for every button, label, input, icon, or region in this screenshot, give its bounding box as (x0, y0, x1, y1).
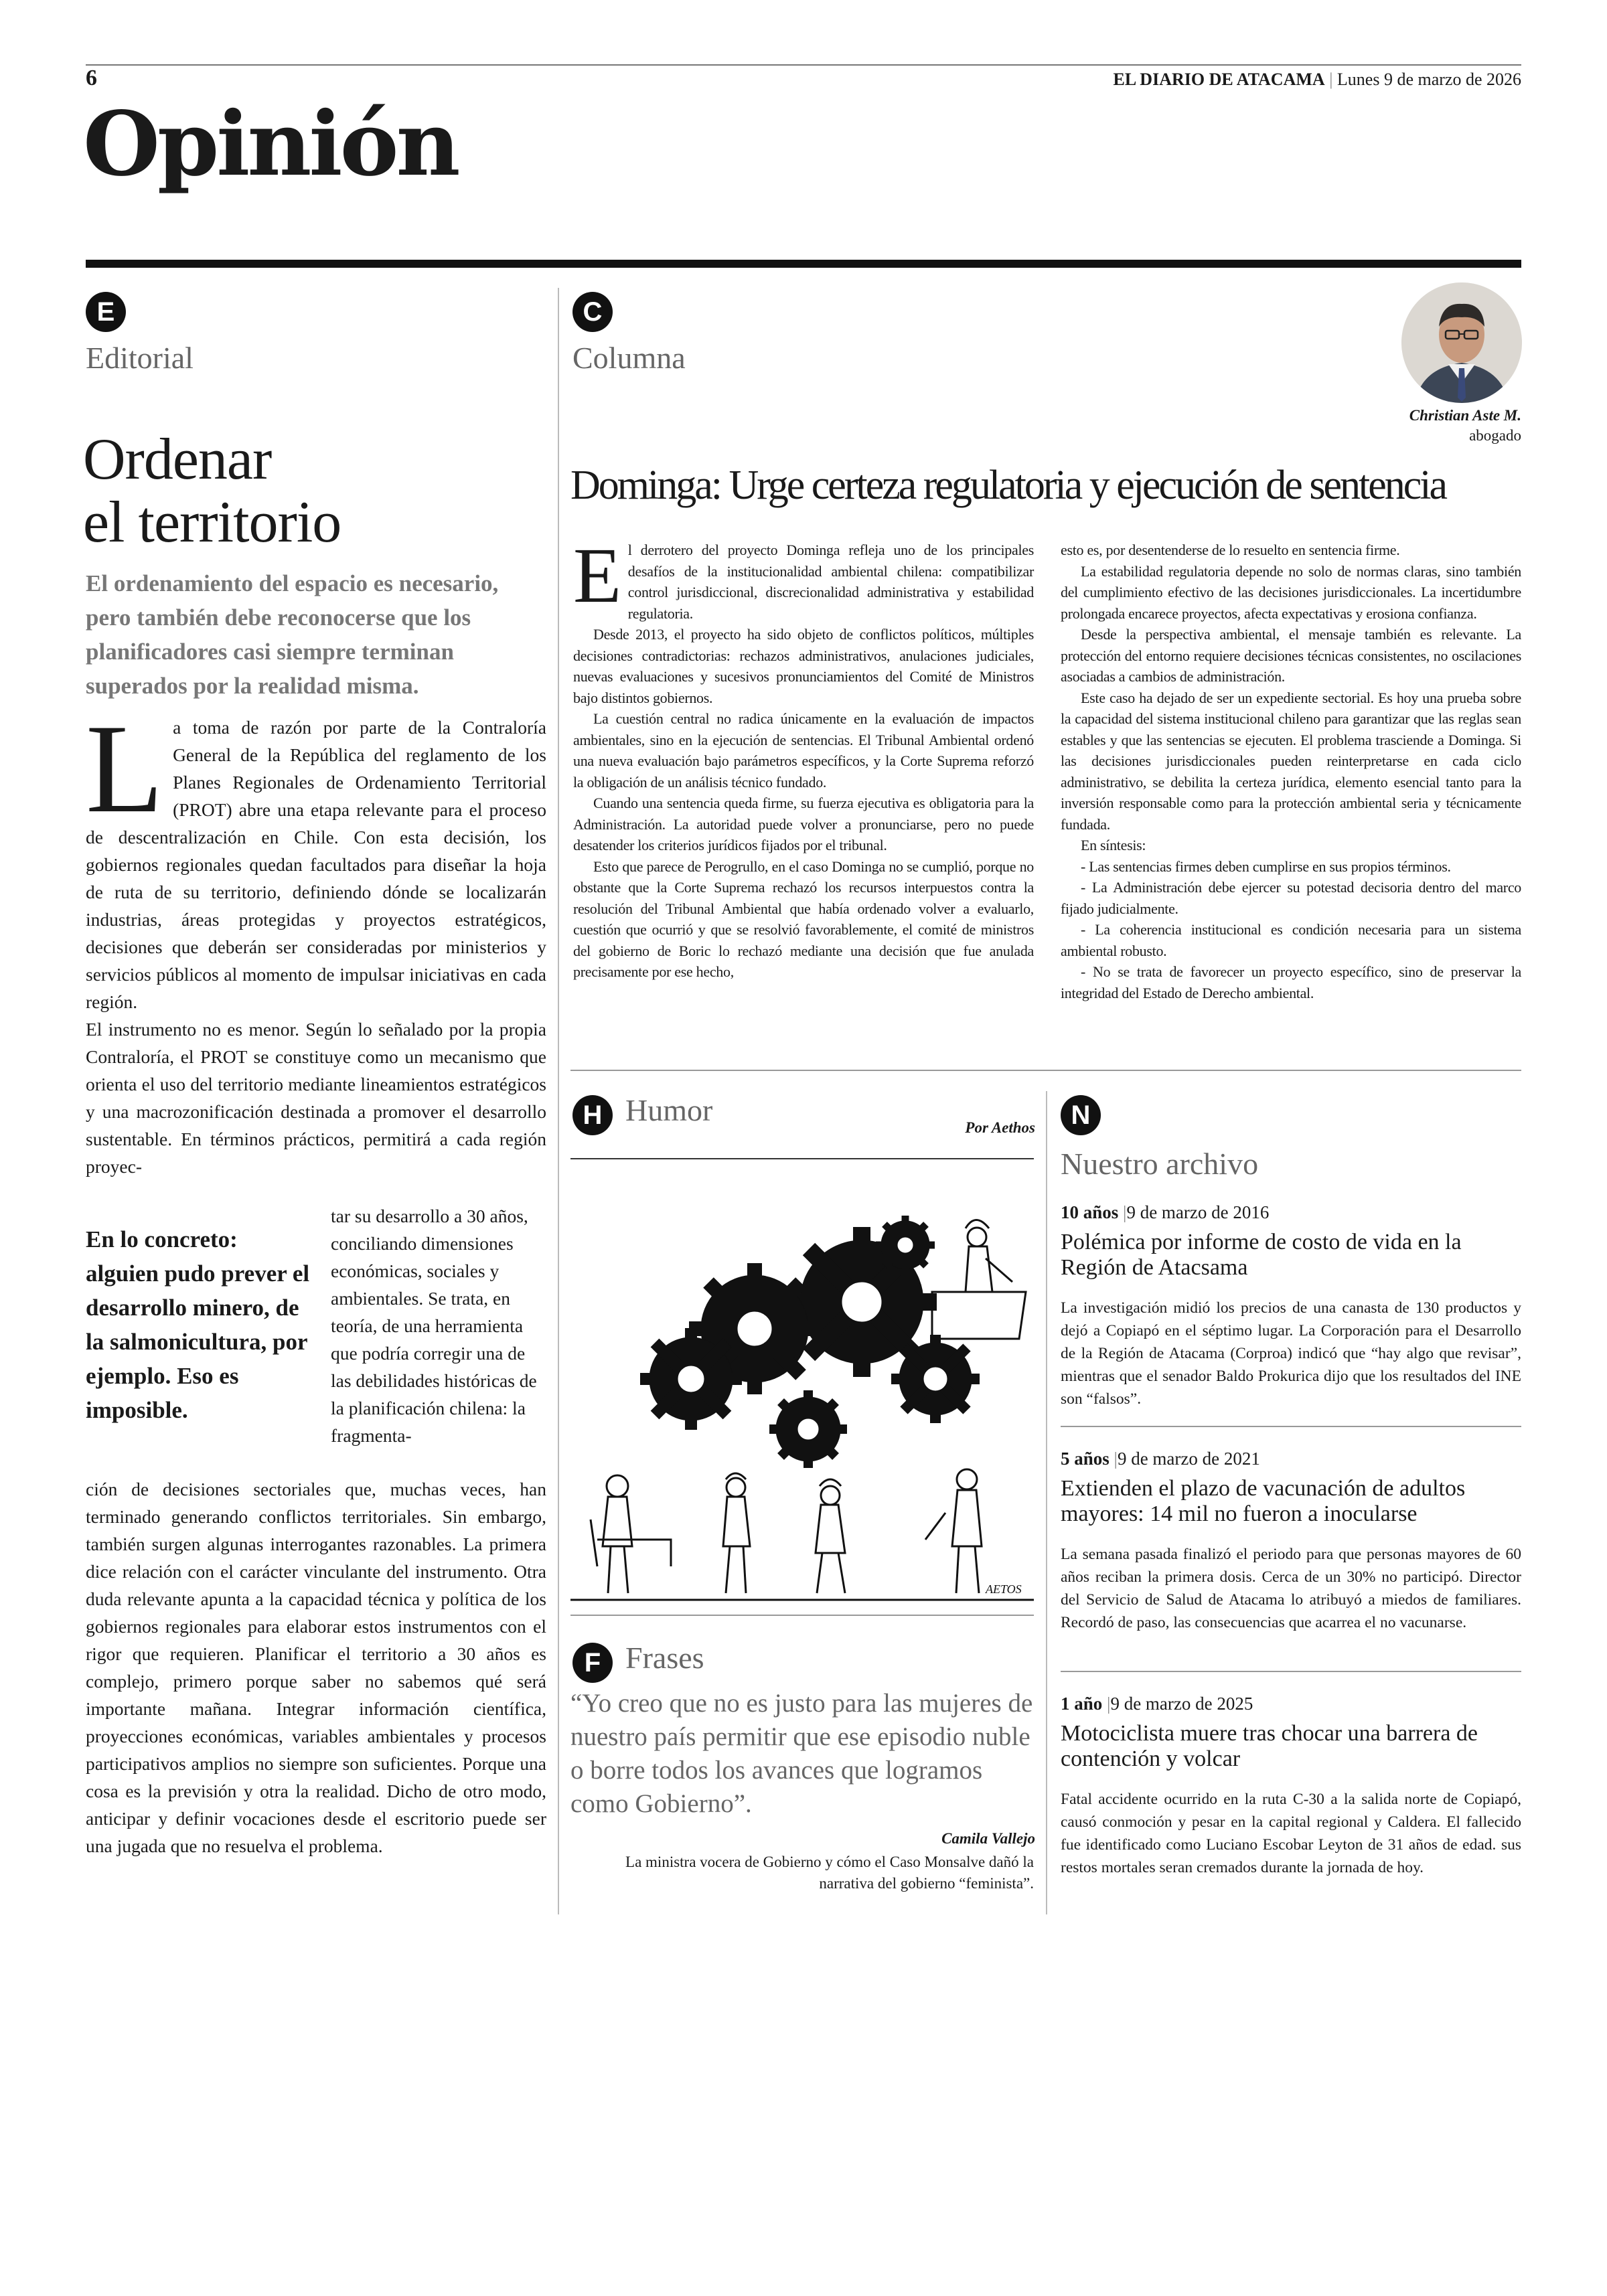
header-rule (86, 64, 1521, 66)
editorial-kicker: Editorial (86, 341, 194, 375)
archive-years: 5 años (1061, 1449, 1109, 1469)
column-divider (558, 288, 559, 1914)
archive-divider (1061, 1426, 1521, 1427)
column-paragraph: Este caso ha dejado de ser un expediente sectorial. Es hoy una prueba sobre la capacidad del sistema institucional chileno para garantizar que las reglas sean estables y que las sentencias se ejecuten. El problema trasciende a Dominga. Si las decisiones jurisdiccionales pueden reinterpretarse en cada ciclo administrativo, se debilita la certeza jurídica, elemento esencial tanto para la inversión responsable como para la protección ambiental seria y técnicamente fundada. (1061, 689, 1521, 833)
newspaper-name: EL DIARIO DE ATACAMA (1113, 70, 1325, 89)
drop-cap: E (573, 531, 621, 619)
issue-date: Lunes 9 de marzo de 2026 (1336, 70, 1521, 89)
author-name: Christian Aste M. (1409, 407, 1521, 424)
column-paragraph: En síntesis: (1081, 837, 1146, 853)
column-paragraph: - Las sentencias firmes deben cumplirse en sus propios términos. (1081, 857, 1451, 875)
column-kicker: Columna (572, 341, 686, 375)
column-bottom-rule (570, 1070, 1521, 1071)
archive-kicker: Nuestro archivo (1061, 1147, 1259, 1181)
editorial-paragraph: El instrumento no es menor. Según lo señalado por la propia Contraloría, el PROT se constituye como un mecanismo que orienta el uso del territorio mediante lineamientos estratégicos y una macrozonificación destinada a promover el desarrollo sustentable. En términos prácticos, permitirá a cada región proyec- (86, 1019, 546, 1177)
author-portrait-icon (1401, 282, 1522, 403)
archive-date: 9 de marzo de 2021 (1117, 1449, 1260, 1469)
section-rule (86, 260, 1521, 268)
frases-author: Camila Vallejo (941, 1830, 1035, 1847)
archive-badge: N (1061, 1095, 1101, 1135)
page-number: 6 (86, 66, 97, 90)
editorial-title-line: Ordenar (83, 427, 272, 492)
editorial-body-narrow: tar su desarrollo a 30 años, conciliando dimensiones económicas, sociales y ambientales. Se trata, en teoría, de una herramienta que podría corregir una de las debilidades históricas de la planificación chilena: la fragmenta- (331, 1206, 537, 1446)
author-role: abogado (1469, 427, 1521, 444)
gears-cartoon-illustration (570, 1165, 1034, 1607)
archive-divider (1061, 1671, 1521, 1672)
editorial-pullquote: En lo concreto: alguien pudo prever el desarrollo minero, de la salmonicultura, por ejemplo. Eso es imposible. (86, 1226, 310, 1423)
column-text-left (573, 531, 1034, 983)
editorial-badge: E (86, 292, 126, 332)
humor-bottom-rule (570, 1615, 1034, 1616)
archive-body: Fatal accidente ocurrido en la ruta C-30 a la salida norte de Copiapó, causó conmoción y pesar en la capital regional y Caldera. El fallecido fue identificado como Luciano Escobar Leyton de 31 años de edad. sus restos mortales seran cremados durante la jornada de hoy. (1061, 1791, 1521, 1876)
frases-context: La ministra vocera de Gobierno y cómo el Caso Monsalve dañó la narrativa del gobierno “feminista”. (625, 1854, 1034, 1892)
column-paragraph: l derrotero del proyecto Dominga refleja uno de los principales desafíos de la institucionalidad ambiental chilena: compatibilizar control jurisdiccional, discrecionalidad administrativa y estabilidad regulatoria. (627, 542, 1034, 622)
column-title: Dominga: Urge certeza regulatoria y ejecución de sentencia (570, 463, 1446, 508)
frases-kicker: Frases (625, 1641, 704, 1675)
editorial-title-line: el territorio (83, 490, 341, 555)
humor-kicker: Humor (625, 1093, 713, 1127)
humor-byline: Por Aethos (965, 1119, 1035, 1136)
editorial-lead: El ordenamiento del espacio es necesario, pero también debe reconocerse que los planificadores casi siempre terminan superados por la realidad misma. (86, 570, 499, 699)
column-paragraph: Esto que parece de Perogrullo, en el caso Dominga no se cumplió, porque no obstante que la Corte Suprema rechazó los recursos interpuestos contra la resolución del Tribunal Ambiental que había ordenado volver a evaluarlo, cuestión que ocurrió y que se resolvió favorablemente, el comité de ministros del gobierno de Boric lo rechazó mediante una decisión que fue anulada precisamente por ese hecho, (573, 857, 1034, 980)
editorial-title (83, 428, 341, 554)
column-badge: C (572, 292, 613, 332)
section-title: Opinión (83, 92, 458, 196)
author-credit (1409, 406, 1521, 446)
archive-item: 10 años |9 de marzo de 2016 Polémica por informe de costo de vida en la Región de Atacsama La investigación midió los precios de una canasta de 130 productos y dejó a Copiapó en el séptimo lugar. La Corporación para el Desarrollo de la Región de Atacama (Corproa) indicó que “hay algo que revisar”, mientras que el senador Baldo Prokurica dijo que los resultados del INE son “falsos”. (1061, 1202, 1521, 1410)
archive-item: 1 año |9 de marzo de 2025 Motociclista muere tras chocar una barrera de contención y volcar Fatal accidente ocurrido en la ruta C-30 a la salida norte de Copiapó, causó conmoción y pesar en la capital regional y Caldera. El fallecido fue identificado como Luciano Escobar Leyton de 31 años de edad. sus restos mortales seran cremados durante la jornada de hoy. (1061, 1694, 1521, 1879)
frases-badge: F (572, 1643, 613, 1683)
drop-cap: L (86, 699, 164, 839)
editorial-paragraph: a toma de razón por parte de la Contraloría General de la República del reglamento de los Planes Regionales de Ordenamiento Territorial (PROT) abre una etapa relevante para el proceso de descentralización en Chile. Con esta decisión, los gobiernos regionales quedan facultados para diseñar la hoja de ruta de su territorio, definiendo dónde se localizarán industrias, áreas protegidas y proyectos estratégicos, decisiones que deberán ser consideradas por ministerios y servicios públicos al momento de impulsar iniciativas en cada región. (86, 717, 546, 1012)
frases-quote: “Yo creo que no es justo para las mujeres de nuestro país permitir que ese episodio nuble o borre todos los avances que logramos como Gobierno”. (570, 1689, 1033, 1818)
archive-title: Polémica por informe de costo de vida en la Región de Atacsama (1061, 1230, 1462, 1280)
archive-years: 10 años (1061, 1202, 1119, 1222)
column-paragraph: - No se trata de favorecer un proyecto específico, sino de preservar la integridad del Estado de Derecho ambiental. (1061, 963, 1521, 1001)
archive-item: 5 años |9 de marzo de 2021 Extienden el plazo de vacunación de adultos mayores: 14 mil no fueron a inocularse La semana pasada finalizó el periodo para que personas mayores de 60 años reciban la primera dosis. Cerca de un 30% no participó. Director del Servicio de Salud de Atacama lo atribuyó a miedos de familiares. Recordó de paso, las consecuencias que acarrea el no vacunarse. (1061, 1449, 1521, 1634)
editorial-body (86, 699, 546, 1180)
column-paragraph: Desde 2013, el proyecto ha sido objeto de conflictos políticos, múltiples decisiones contradictorias: rechazos administrativos, anulaciones judiciales, nuevas evaluaciones y sucesivos pronunciamientos del Comité de Ministros bajo distintos gobiernos. (573, 626, 1034, 706)
archive-title: Extienden el plazo de vacunación de adultos mayores: 14 mil no fueron a inocularse (1061, 1476, 1466, 1526)
column-paragraph: Cuando una sentencia queda firme, su fuerza ejecutiva es obligatoria para la Administración. La autoridad puede volver a pronunciarse, pero no puede desatender los criterios jurídicos fijados por el tribunal. (573, 795, 1034, 853)
masthead: EL DIARIO DE ATACAMA | Lunes 9 de marzo de 2026 (1113, 70, 1521, 89)
archive-title: Motociclista muere tras chocar una barrera de contención y volcar (1061, 1721, 1478, 1771)
column-paragraph: La cuestión central no radica únicamente en la evaluación de impactos ambientales, sino en la ejecución de sentencias. El Tribunal Ambiental ordenó una nueva evaluación bajo parámetros específicos, y la Corte Suprema reforzó la obligación de un análisis técnico fundado. (573, 710, 1034, 791)
column-paragraph: - La Administración debe ejercer su potestad decisoria dentro del marco fijado judicialmente. (1061, 879, 1521, 917)
archive-date: 9 de marzo de 2016 (1126, 1202, 1270, 1222)
humor-cartoon (570, 1165, 1034, 1607)
author-photo (1401, 282, 1522, 403)
column-paragraph: esto es, por desentenderse de lo resuelto en sentencia firme. (1061, 542, 1400, 558)
archive-years: 1 año (1061, 1694, 1103, 1714)
column-text-right (1061, 540, 1521, 1003)
humor-badge: H (572, 1095, 613, 1135)
column-paragraph: Desde la perspectiva ambiental, el mensaje también es relevante. La protección del entorno requiere decisiones técnicas consistentes, no oscilaciones asociadas a cambios de administración. (1061, 626, 1521, 685)
column-paragraph: - La coherencia institucional es condición necesaria para un sistema ambiental robusto. (1061, 921, 1521, 959)
column-paragraph: La estabilidad regulatoria depende no solo de normas claras, sino también del cumplimiento efectivo de las decisiones jurisdiccionales. La incertidumbre prolongada encarece proyectos, afecta expectativas y erosiona confianza. (1061, 562, 1521, 622)
editorial-body-end: ción de decisiones sectoriales que, muchas veces, han terminado generando conflictos territoriales. Sin embargo, también surgen algunas interrogantes razonables. La primera dice relación con el carácter vinculante del instrumento. Otra duda relevante apunta a la capacidad técnica y política de los gobiernos regionales para elaborar estos instrumentos con el rigor que requieren. Planificar el territorio a 30 años es complejo, primero porque saber no sabemos qué será importante mañana. Integrar información científica, proyecciones económicas, variables ambientales y procesos participativos amplios no siempre son suficientes. Porque una cosa es la previsión y otra la realidad. Dicho de otro modo, anticipar y definir vocaciones desde el escritorio puede ser una jugada que no resuelva el problema. (86, 1479, 546, 1856)
archive-body: La investigación midió los precios de una canasta de 130 productos y dejó a Copiapó en el séptimo lugar. La Corporación para el Desarrollo de la Región de Atacama (Corproa) indicó que “hay algo que revisar”, mientras que el senador Baldo Prokurica dijo que los resultados del INE son “falsos”. (1061, 1299, 1521, 1408)
cartoon-top-rule (570, 1158, 1034, 1159)
archive-body: La semana pasada finalizó el periodo para que personas mayores de 60 años reciban la primera dosis. Cerca de un 30% no participó. Director del Servicio de Salud de Atacama lo atribuyó a miedos de familiares. Recordó de paso, las consecuencias que acarrea el no vacunarse. (1061, 1546, 1521, 1631)
cartoon-signature: AETOS (986, 1582, 1022, 1596)
archive-date: 9 de marzo de 2025 (1110, 1694, 1253, 1714)
column-divider (1046, 1091, 1047, 1914)
